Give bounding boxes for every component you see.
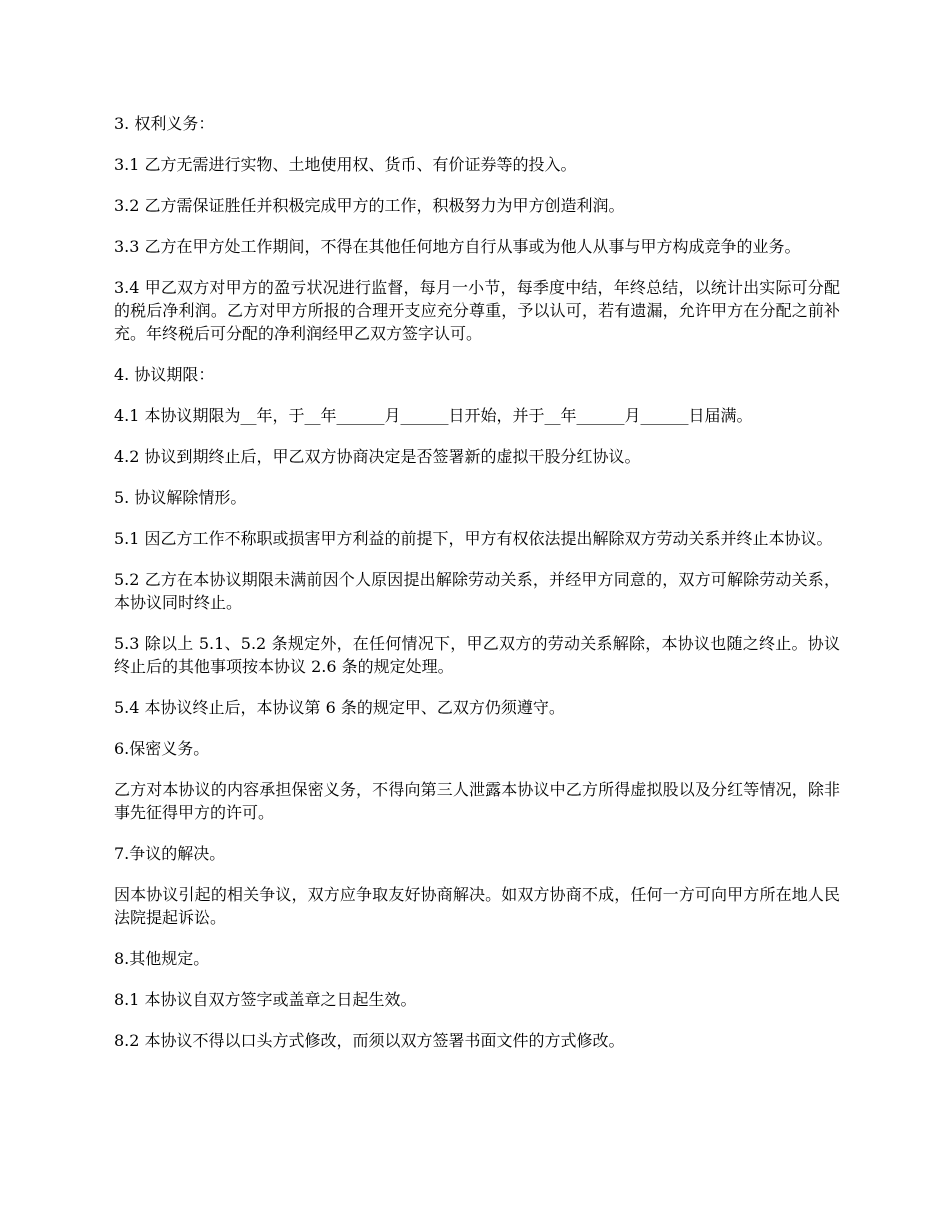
clause-8-2: 8.2 本协议不得以口头方式修改，而须以双方签署书面文件的方式修改。 (114, 1031, 625, 1050)
clause-4-2: 4.2 协议到期终止后，甲乙双方协商决定是否签署新的虚拟干股分红协议。 (114, 447, 641, 466)
clause-3-2: 3.2 乙方需保证胜任并积极完成甲方的工作，积极努力为甲方创造利润。 (114, 196, 625, 215)
section-heading-dispute-resolution: 7.争议的解决。 (114, 844, 226, 863)
clause-8-1: 8.1 本协议自双方签字或盖章之日起生效。 (114, 990, 417, 1009)
clause-confidentiality: 乙方对本协议的内容承担保密义务，不得向第三人泄露本协议中乙方所得虚拟股以及分红等情况，除非事先征得甲方的许可。 (114, 780, 840, 822)
clause-4-1: 4.1 本协议期限为__年，于__年______月______日开始，并于__年______月______日届满。 (114, 406, 753, 425)
clause-3-4: 3.4 甲乙双方对甲方的盈亏状况进行监督，每月一小节，每季度中结，年终总结，以统计出实际可分配的税后净利润。乙方对甲方所报的合理开支应充分尊重，予以认可，若有遗漏，允许甲方在分配之前补充。年终税后可分配的净利润经甲乙双方签字认可。 (114, 278, 840, 343)
clause-5-3: 5.3 除以上 5.1、5.2 条规定外，在任何情况下，甲乙双方的劳动关系解除，本协议也随之终止。协议终止后的其他事项按本协议 2.6 条的规定处理。 (114, 634, 840, 676)
clause-3-1: 3.1 乙方无需进行实物、土地使用权、货币、有价证券等的投入。 (114, 155, 577, 174)
clause-5-4: 5.4 本协议终止后，本协议第 6 条的规定甲、乙双方仍须遵守。 (114, 698, 565, 717)
clause-5-2: 5.2 乙方在本协议期限未满前因个人原因提出解除劳动关系，并经甲方同意的，双方可解除劳动关系，本协议同时终止。 (114, 570, 840, 612)
section-heading-rights-obligations: 3. 权利义务： (114, 114, 215, 133)
section-heading-termination: 5. 协议解除情形。 (114, 488, 247, 507)
document-body (114, 112, 840, 1070)
clause-5-1: 5.1 因乙方工作不称职或损害甲方利益的前提下，甲方有权依法提出解除双方劳动关系并终止本协议。 (114, 529, 833, 548)
section-heading-confidentiality: 6.保密义务。 (114, 739, 210, 758)
clause-dispute-resolution: 因本协议引起的相关争议，双方应争取友好协商解决。如双方协商不成，任何一方可向甲方所在地人民法院提起诉讼。 (114, 885, 840, 927)
section-heading-agreement-term: 4. 协议期限： (114, 365, 215, 384)
section-heading-other-provisions: 8.其他规定。 (114, 949, 210, 968)
clause-3-3: 3.3 乙方在甲方处工作期间，不得在其他任何地方自行从事或为他人从事与甲方构成竞争的业务。 (114, 237, 801, 256)
